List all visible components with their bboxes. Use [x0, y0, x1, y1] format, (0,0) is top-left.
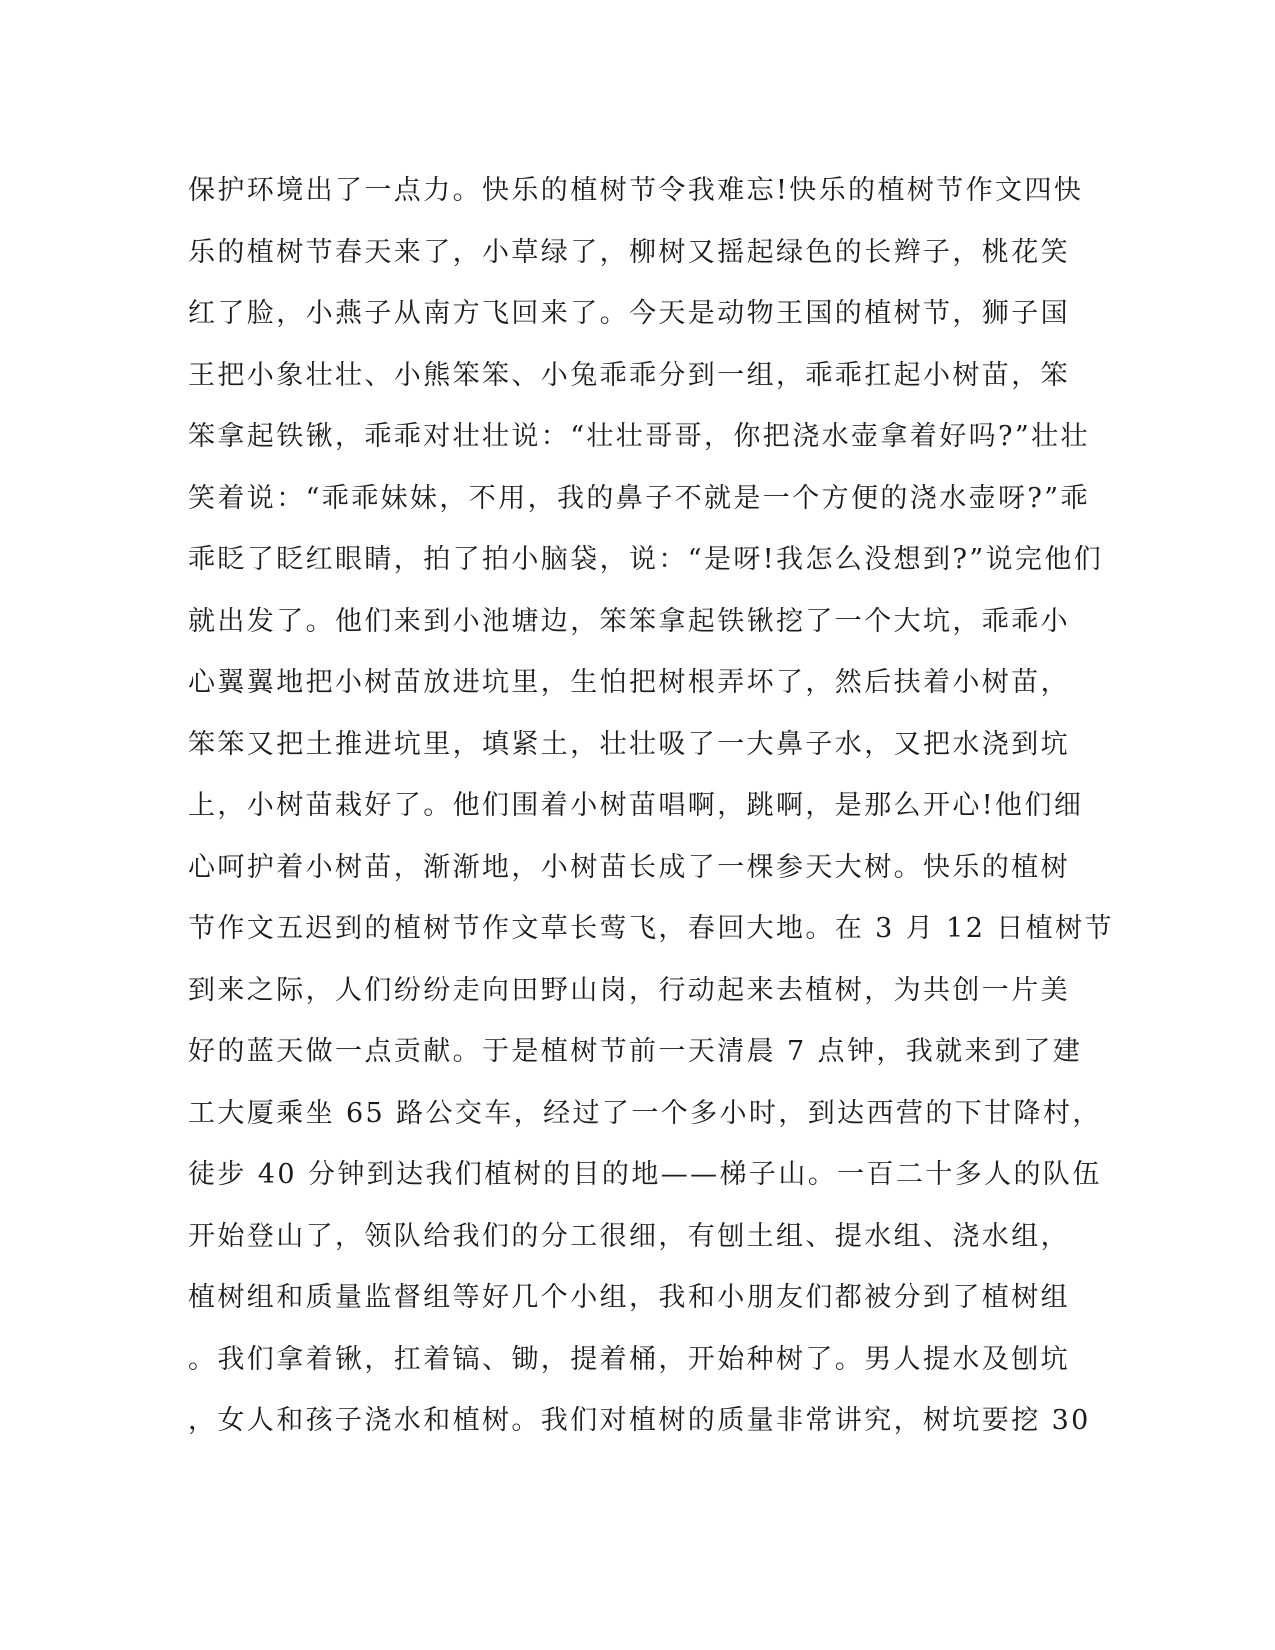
text-line: 乐的植树节春天来了，小草绿了，柳树又摇起绿色的长辫子，桃花笑	[188, 236, 1070, 268]
text-line: 就出发了。他们来到小池塘边，笨笨拿起铁锹挖了一个大坑，乖乖小	[188, 605, 1070, 637]
text-line: 心呵护着小树苗，渐渐地，小树苗长成了一棵参天大树。快乐的植树	[188, 851, 1070, 883]
text-line: 节作文五迟到的植树节作文草长莺飞，春回大地。在 3 月 12 日植树节	[188, 913, 1114, 944]
text-line: 乖眨了眨红眼睛，拍了拍小脑袋，说：“是呀!我怎么没想到?”说完他们	[188, 544, 1104, 575]
text-line: 好的蓝天做一点贡献。于是植树节前一天清晨 7 点钟，我就来到了建	[188, 1036, 1083, 1067]
body-text	[188, 160, 1114, 1452]
text-line: 红了脸，小燕子从南方飞回来了。今天是动物王国的植树节，狮子国	[188, 298, 1070, 329]
text-line: 笑着说：“乖乖妹妹，不用，我的鼻子不就是一个方便的浇水壶呀?”乖	[188, 482, 1090, 514]
text-line: 徒步 40 分钟到达我们植树的目的地——梯子山。一百二十多人的队伍	[188, 1159, 1102, 1190]
text-line: 工大厦乘坐 65 路公交车，经过了一个多小时，到达西营的下甘降村，	[188, 1097, 1102, 1129]
text-line: 植树组和质量监督组等好几个小组，我和小朋友们都被分到了植树组	[188, 1282, 1070, 1313]
text-line: 保护环境出了一点力。快乐的植树节令我难忘!快乐的植树节作文四快	[188, 175, 1084, 206]
text-line: 笨拿起铁锹，乖乖对壮壮说：“壮壮哥哥，你把浇水壶拿着好吗?”壮壮	[188, 421, 1090, 452]
text-line: 心翼翼地把小树苗放进坑里，生怕把树根弄坏了，然后扶着小树苗，	[188, 667, 1070, 698]
text-line: ，女人和孩子浇水和植树。我们对植树的质量非常讲究，树坑要挖 30	[188, 1405, 1091, 1436]
text-line: 到来之际，人们纷纷走向田野山岗，行动起来去植树，为共创一片美	[188, 974, 1070, 1006]
text-line: 。我们拿着锹，扛着镐、锄，提着桶，开始种树了。男人提水及刨坑	[188, 1343, 1070, 1375]
text-line: 上，小树苗栽好了。他们围着小树苗唱啊，跳啊，是那么开心!他们细	[188, 790, 1084, 821]
text-line: 笨笨又把土推进坑里，填紧土，壮壮吸了一大鼻子水，又把水浇到坑	[188, 728, 1070, 760]
text-line: 开始登山了，领队给我们的分工很细，有刨土组、提水组、浇水组，	[188, 1220, 1070, 1252]
text-line: 王把小象壮壮、小熊笨笨、小兔乖乖分到一组，乖乖扛起小树苗，笨	[188, 359, 1070, 391]
